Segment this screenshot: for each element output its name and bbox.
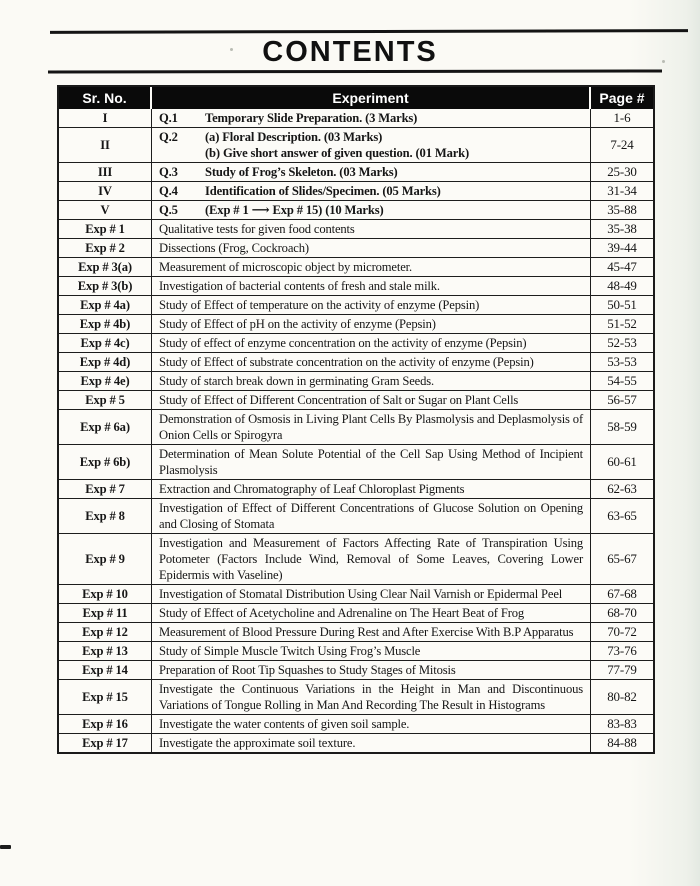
experiment-cell (152, 715, 591, 733)
sr-cell: Exp # 6b) (59, 445, 152, 479)
question-line: (b) Give short answer of given question. (01 Mark) (205, 146, 470, 160)
experiment-text (159, 221, 583, 237)
experiment-description: Investigate the approximate soil texture. (159, 736, 356, 750)
experiment-text (159, 297, 583, 313)
table-row (59, 733, 653, 752)
experiment-text (159, 202, 583, 218)
experiment-cell (152, 334, 591, 352)
experiment-cell (152, 109, 591, 127)
experiment-text (159, 373, 583, 389)
experiment-text (159, 624, 583, 640)
experiment-text (159, 586, 583, 602)
table-header-row (59, 87, 653, 109)
sr-cell: Exp # 2 (59, 239, 152, 257)
experiment-description: Qualitative tests for given food contents (159, 222, 355, 236)
table-row (59, 641, 653, 660)
experiment-description: Investigation of bacterial contents of fresh and stale milk. (159, 279, 440, 293)
table-row (59, 200, 653, 219)
experiment-description: Investigation of Effect of Different Concentrations of Glucose Solution on Opening and Closing of Stomata (159, 501, 583, 531)
table-row (59, 533, 653, 584)
table-row (59, 660, 653, 679)
experiment-description: Investigate the water contents of given soil sample. (159, 717, 410, 731)
experiment-cell (152, 163, 591, 181)
experiment-cell (152, 661, 591, 679)
sr-cell: Exp # 12 (59, 623, 152, 641)
table-row (59, 295, 653, 314)
contents-table (57, 85, 655, 754)
page-cell: 58-59 (607, 419, 637, 434)
experiment-cell (152, 239, 591, 257)
table-row (59, 584, 653, 603)
sr-cell: Exp # 17 (59, 734, 152, 752)
experiment-text (159, 392, 583, 408)
experiment-text (159, 605, 583, 621)
page-cell: 67-68 (607, 586, 637, 601)
experiment-cell (152, 585, 591, 603)
experiment-cell (152, 277, 591, 295)
question-line: Study of Frog’s Skeleton. (03 Marks) (205, 165, 398, 179)
experiment-cell (152, 445, 591, 479)
sr-cell: Exp # 4d) (59, 353, 152, 371)
table-row (59, 444, 653, 479)
page-cell: 50-51 (607, 297, 637, 312)
experiment-cell (152, 604, 591, 622)
experiment-text (159, 164, 583, 180)
table-row (59, 127, 653, 162)
table-row (59, 219, 653, 238)
experiment-text (159, 354, 583, 370)
question-number: Q.1 (159, 111, 178, 125)
experiment-cell (152, 680, 591, 714)
table-row (59, 390, 653, 409)
question-line: Identification of Slides/Specimen. (05 Marks) (205, 184, 441, 198)
experiment-cell (152, 258, 591, 276)
experiment-description: Demonstration of Osmosis in Living Plant Cells By Plasmolysis and Deplasmolysis of Onion Cells or Spirogyra (159, 412, 583, 442)
experiment-text (159, 681, 583, 713)
experiment-text (159, 716, 583, 732)
experiment-description: Determination of Mean Solute Potential of the Cell Sap Using Method of Incipient Plasmolysis (159, 447, 583, 477)
table-row (59, 181, 653, 200)
question-number: Q.3 (159, 165, 178, 179)
experiment-description: Study of Effect of pH on the activity of enzyme (Pepsin) (159, 317, 436, 331)
question-line: Temporary Slide Preparation. (3 Marks) (205, 111, 418, 125)
page-cell: 35-38 (607, 221, 637, 236)
sr-cell: Exp # 13 (59, 642, 152, 660)
page-cell: 83-83 (607, 716, 637, 731)
sr-cell: II (59, 128, 152, 162)
page-cell: 80-82 (607, 689, 637, 704)
page-cell: 60-61 (607, 454, 637, 469)
page-cell: 35-88 (607, 202, 637, 217)
experiment-cell (152, 734, 591, 752)
experiment-cell (152, 642, 591, 660)
experiment-text (159, 129, 583, 161)
experiment-cell (152, 353, 591, 371)
experiment-description: Study of Effect of Acetycholine and Adrenaline on The Heart Beat of Frog (159, 606, 525, 620)
experiment-description: Study of Effect of temperature on the activity of enzyme (Pepsin) (159, 298, 480, 312)
experiment-description: Study of Simple Muscle Twitch Using Frog’s Muscle (159, 644, 421, 658)
experiment-cell (152, 391, 591, 409)
sr-cell: Exp # 4a) (59, 296, 152, 314)
experiment-text (159, 643, 583, 659)
page-cell: 68-70 (607, 605, 637, 620)
page-cell: 7-24 (610, 137, 634, 152)
experiment-description: Study of Effect of substrate concentration on the activity of enzyme (Pepsin) (159, 355, 534, 369)
page-cell: 84-88 (607, 735, 637, 750)
table-row (59, 276, 653, 295)
experiment-description: Study of Effect of Different Concentration of Salt or Sugar on Plant Cells (159, 393, 519, 407)
scan-artifact-dash (0, 845, 11, 849)
title-rule-top (50, 29, 688, 34)
experiment-text (159, 335, 583, 351)
scan-artifact-speck (230, 48, 233, 51)
title-rule-bottom (48, 69, 662, 73)
sr-cell: Exp # 14 (59, 661, 152, 679)
table-row (59, 714, 653, 733)
sr-cell: IV (59, 182, 152, 200)
experiment-text (159, 535, 583, 583)
experiment-cell (152, 623, 591, 641)
sr-cell: I (59, 109, 152, 127)
sr-cell: III (59, 163, 152, 181)
experiment-text (159, 446, 583, 478)
table-row (59, 603, 653, 622)
sr-cell: Exp # 4e) (59, 372, 152, 390)
experiment-description: Investigate the Continuous Variations in the Height in Man and Discontinuous Variations of Tongue Rolling in Man And Recording The Result in Histograms (159, 682, 583, 712)
table-row (59, 238, 653, 257)
page-cell: 31-34 (607, 183, 637, 198)
experiment-text (159, 662, 583, 678)
experiment-description: Dissections (Frog, Cockroach) (159, 241, 309, 255)
experiment-description: Investigation of Stomatal Distribution Using Clear Nail Varnish or Epidermal Peel (159, 587, 563, 601)
experiment-description: Study of effect of enzyme concentration on the activity of enzyme (Pepsin) (159, 336, 527, 350)
table-row (59, 409, 653, 444)
page-cell: 63-65 (607, 508, 637, 523)
question-line: (a) Floral Description. (03 Marks) (205, 130, 383, 144)
experiment-cell (152, 499, 591, 533)
experiment-text (159, 110, 583, 126)
experiment-text (159, 316, 583, 332)
sr-cell: Exp # 3(a) (59, 258, 152, 276)
header-sr-no: Sr. No. (59, 87, 152, 109)
experiment-text (159, 411, 583, 443)
sr-cell: Exp # 4c) (59, 334, 152, 352)
table-row (59, 333, 653, 352)
experiment-text (159, 481, 583, 497)
experiment-description: Measurement of microscopic object by micrometer. (159, 260, 412, 274)
table-row (59, 371, 653, 390)
experiment-text (159, 240, 583, 256)
experiment-cell (152, 220, 591, 238)
sr-cell: Exp # 5 (59, 391, 152, 409)
page-cell: 54-55 (607, 373, 637, 388)
experiment-description: Study of starch break down in germinating Gram Seeds. (159, 374, 434, 388)
page-cell: 53-53 (607, 354, 637, 369)
sr-cell: Exp # 10 (59, 585, 152, 603)
table-row (59, 498, 653, 533)
question-line: (Exp # 1 ⟶ Exp # 15) (10 Marks) (205, 203, 384, 217)
sr-cell: Exp # 7 (59, 480, 152, 498)
page-cell: 77-79 (607, 662, 637, 677)
experiment-description: Preparation of Root Tip Squashes to Study Stages of Mitosis (159, 663, 456, 677)
table-row (59, 352, 653, 371)
experiment-text (159, 735, 583, 751)
page-cell: 39-44 (607, 240, 637, 255)
experiment-cell (152, 182, 591, 200)
experiment-text (159, 278, 583, 294)
table-row (59, 622, 653, 641)
table-row (59, 109, 653, 127)
sr-cell: Exp # 1 (59, 220, 152, 238)
sr-cell: Exp # 9 (59, 534, 152, 584)
experiment-description: Investigation and Measurement of Factors Affecting Rate of Transpiration Using Potometer (Factors Include Wind, Removal of Some Leaves, Covering Lower Epidermis with Vaseline) (159, 536, 583, 582)
scan-artifact-speck (662, 60, 665, 63)
page-cell: 25-30 (607, 164, 637, 179)
experiment-description: Measurement of Blood Pressure During Rest and After Exercise With B.P Apparatus (159, 625, 574, 639)
experiment-cell (152, 128, 591, 162)
experiment-cell (152, 296, 591, 314)
page-cell: 56-57 (607, 392, 637, 407)
sr-cell: Exp # 6a) (59, 410, 152, 444)
table-row (59, 162, 653, 181)
experiment-cell (152, 480, 591, 498)
question-number: Q.4 (159, 184, 178, 198)
experiment-cell (152, 201, 591, 219)
question-number: Q.5 (159, 203, 178, 217)
experiment-text (159, 259, 583, 275)
page-cell: 62-63 (607, 481, 637, 496)
experiment-text (159, 183, 583, 199)
table-body (59, 109, 653, 752)
sr-cell: V (59, 201, 152, 219)
page-cell: 1-6 (613, 110, 631, 125)
experiment-text (159, 500, 583, 532)
page-cell: 65-67 (607, 551, 637, 566)
sr-cell: Exp # 15 (59, 680, 152, 714)
page-cell: 48-49 (607, 278, 637, 293)
experiment-cell (152, 410, 591, 444)
page-cell: 45-47 (607, 259, 637, 274)
page-title: CONTENTS (262, 36, 438, 68)
table-row (59, 257, 653, 276)
experiment-description: Extraction and Chromatography of Leaf Chloroplast Pigments (159, 482, 465, 496)
page-cell: 70-72 (607, 624, 637, 639)
sr-cell: Exp # 16 (59, 715, 152, 733)
experiment-cell (152, 534, 591, 584)
table-row (59, 314, 653, 333)
experiment-cell (152, 372, 591, 390)
sr-cell: Exp # 3(b) (59, 277, 152, 295)
page-cell: 51-52 (607, 316, 637, 331)
question-number: Q.2 (159, 130, 178, 144)
header-experiment: Experiment (152, 87, 591, 109)
header-page: Page # (599, 90, 645, 106)
page-cell: 73-76 (607, 643, 637, 658)
experiment-cell (152, 315, 591, 333)
sr-cell: Exp # 8 (59, 499, 152, 533)
sr-cell: Exp # 11 (59, 604, 152, 622)
table-row (59, 479, 653, 498)
page-cell: 52-53 (607, 335, 637, 350)
table-row (59, 679, 653, 714)
sr-cell: Exp # 4b) (59, 315, 152, 333)
